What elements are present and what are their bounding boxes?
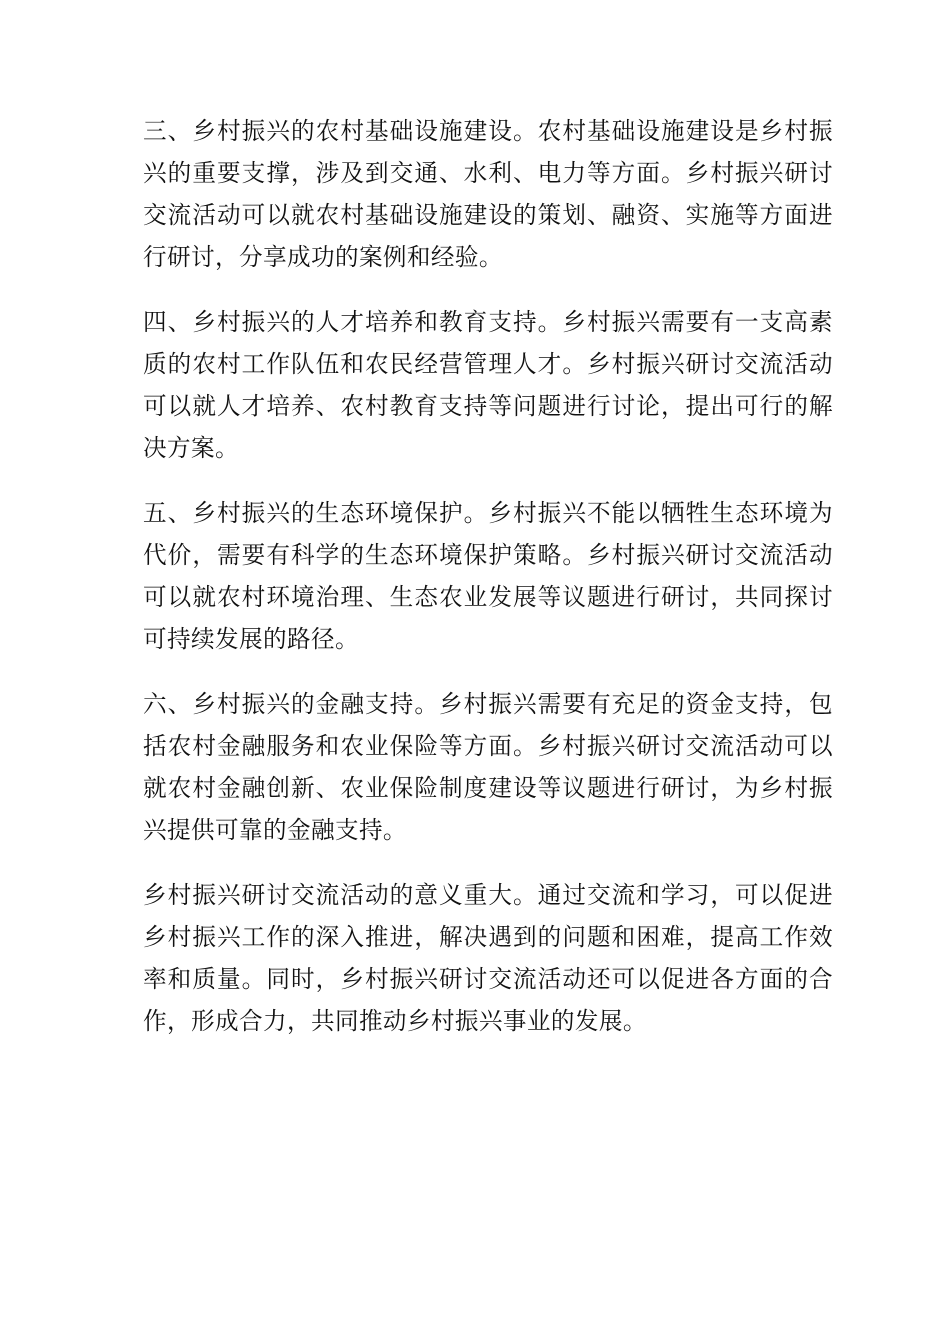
document-body (143, 110, 833, 1065)
paragraph-ecology: 五、乡村振兴的生态环境保护。乡村振兴不能以牺牲生态环境为代价，需要有科学的生态环境保护策略。乡村振兴研讨交流活动可以就农村环境治理、生态农业发展等议题进行研讨，共同探讨可持续发展的路径。 (143, 499, 833, 653)
paragraph-talent-education: 四、乡村振兴的人才培养和教育支持。乡村振兴需要有一支高素质的农村工作队伍和农民经营管理人才。乡村振兴研讨交流活动可以就人才培养、农村教育支持等问题进行讨论，提出可行的解决方案。 (143, 308, 833, 462)
paragraph-conclusion: 乡村振兴研讨交流活动的意义重大。通过交流和学习，可以促进乡村振兴工作的深入推进，解决遇到的问题和困难，提高工作效率和质量。同时，乡村振兴研讨交流活动还可以促进各方面的合作，形成合力，共同推动乡村振兴事业的发展。 (143, 881, 833, 1035)
paragraph-finance: 六、乡村振兴的金融支持。乡村振兴需要有充足的资金支持，包括农村金融服务和农业保险等方面。乡村振兴研讨交流活动可以就农村金融创新、农业保险制度建设等议题进行研讨，为乡村振兴提供可靠的金融支持。 (143, 690, 833, 844)
paragraph-infrastructure: 三、乡村振兴的农村基础设施建设。农村基础设施建设是乡村振兴的重要支撑，涉及到交通、水利、电力等方面。乡村振兴研讨交流活动可以就农村基础设施建设的策划、融资、实施等方面进行研讨，分享成功的案例和经验。 (143, 117, 833, 271)
